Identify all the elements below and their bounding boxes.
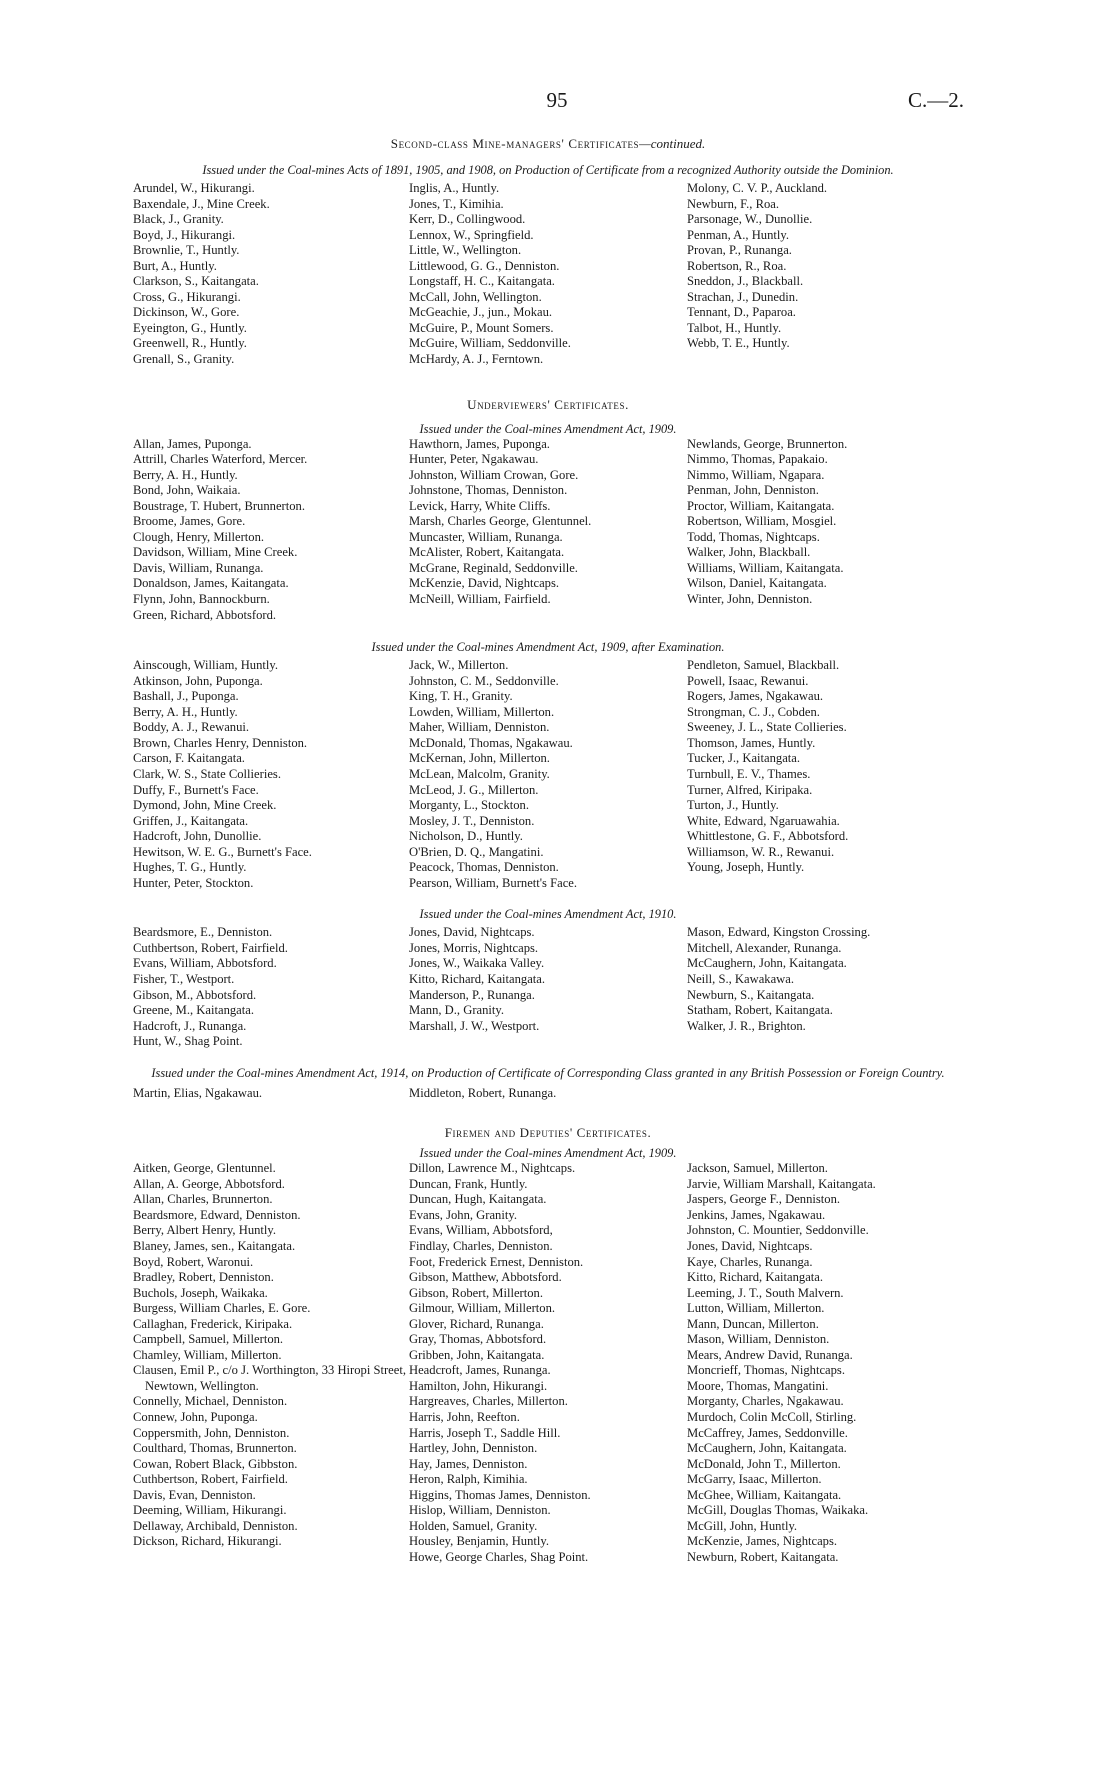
- section-heading: Firemen and Deputies' Certificates.: [444, 1125, 652, 1141]
- list-item: Boddy, A. J., Rewanui.: [133, 720, 250, 735]
- list-item: Flynn, John, Bannockburn.: [133, 592, 270, 607]
- list-item: McAlister, Robert, Kaitangata.: [409, 545, 565, 560]
- list-item: Broome, James, Gore.: [133, 514, 246, 529]
- list-item: Grenall, S., Granity.: [133, 352, 235, 367]
- list-item: Tennant, D., Paparoa.: [687, 305, 796, 320]
- list-item: Heron, Ralph, Kimihia.: [409, 1472, 528, 1487]
- list-item: Molony, C. V. P., Auckland.: [687, 181, 828, 195]
- name-column: [687, 658, 963, 891]
- section-subheading: Issued under the Coal-mines Amendment Act, 1909.: [419, 1146, 677, 1161]
- list-item: Bashall, J., Puponga.: [133, 689, 239, 704]
- list-item: Inglis, A., Huntly.: [409, 181, 500, 195]
- section-heading: Underviewers' Certificates.: [467, 396, 629, 412]
- list-item: Jackson, Samuel, Millerton.: [687, 1161, 828, 1176]
- list-item: Eyeington, G., Huntly.: [133, 320, 247, 335]
- name-column: [409, 1086, 687, 1102]
- name-column: [133, 1086, 409, 1102]
- list-item: McNeill, William, Fairfield.: [409, 592, 551, 607]
- list-item: Greenwell, R., Huntly.: [133, 336, 247, 351]
- list-item: McGill, Douglas Thomas, Waikaka.: [687, 1503, 869, 1518]
- list-item: Jack, W., Millerton.: [409, 658, 509, 673]
- list-item: Robertson, R., Roa.: [687, 258, 787, 273]
- list-item: Statham, Robert, Kaitangata.: [687, 1003, 833, 1018]
- list-item: Morganty, L., Stockton.: [409, 798, 529, 813]
- list-item: Williamson, W. R., Rewanui.: [687, 844, 835, 859]
- list-item: Jones, W., Waikaka Valley.: [409, 956, 545, 971]
- name-column: [687, 1161, 963, 1565]
- list-item: Beardsmore, E., Denniston.: [133, 925, 273, 940]
- list-item: McCaughern, John, Kaitangata.: [687, 956, 847, 971]
- list-item: Nimmo, William, Ngapara.: [687, 467, 825, 482]
- list-item: Whittlestone, G. F., Abbotsford.: [687, 829, 849, 844]
- list-item: Peacock, Thomas, Denniston.: [409, 860, 559, 875]
- list-item: Boyd, Robert, Waronui.: [133, 1254, 254, 1269]
- list-item: Deeming, William, Hikurangi.: [133, 1503, 287, 1518]
- list-item: Sneddon, J., Blackball.: [687, 274, 804, 289]
- list-item: Beardsmore, Edward, Denniston.: [133, 1207, 301, 1222]
- list-item: Tucker, J., Kaitangata.: [687, 751, 801, 766]
- list-item: Powell, Isaac, Rewanui.: [687, 673, 809, 688]
- list-item: Berry, Albert Henry, Huntly.: [133, 1223, 277, 1238]
- list-item: Cuthbertson, Robert, Fairfield.: [133, 940, 288, 955]
- list-item: Thomson, James, Huntly.: [687, 735, 816, 750]
- list-item: Pendleton, Samuel, Blackball.: [687, 658, 840, 673]
- list-item: Clark, W. S., State Collieries.: [133, 766, 281, 781]
- list-item: Harris, Joseph T., Saddle Hill.: [409, 1425, 561, 1440]
- section-heading: Second-class Mine-managers' Certificates—continued.: [390, 136, 706, 151]
- name-column: [409, 1161, 687, 1565]
- list-item: Mason, William, Denniston.: [687, 1332, 830, 1347]
- list-item: Aitken, George, Glentunnel.: [133, 1161, 276, 1176]
- list-item: Atkinson, John, Puponga.: [133, 673, 263, 688]
- name-column: [687, 181, 963, 368]
- list-item: Sweeney, J. L., State Collieries.: [687, 720, 847, 735]
- list-item: Dellaway, Archibald, Denniston.: [133, 1518, 298, 1533]
- list-item: Strongman, C. J., Cobden.: [687, 704, 820, 719]
- list-item: Cross, G., Hikurangi.: [133, 289, 241, 304]
- list-item: Mann, Duncan, Millerton.: [687, 1316, 819, 1331]
- list-item: Turner, Alfred, Kiripaka.: [687, 782, 813, 797]
- list-item: Housley, Benjamin, Huntly.: [409, 1534, 550, 1549]
- list-item: Johnstone, Thomas, Denniston.: [409, 483, 568, 498]
- list-item: Jarvie, William Marshall, Kaitangata.: [687, 1176, 876, 1191]
- section-subheading: Issued under the Coal-mines Amendment Act, 1914, on Production of Certificate of Corresponding Class granted in any British Possession or Foreign Country.: [151, 1065, 945, 1080]
- name-columns: [133, 1086, 963, 1102]
- list-item: Muncaster, William, Runanga.: [409, 529, 563, 544]
- name-column: [687, 1086, 963, 1102]
- list-item: Hawthorn, James, Puponga.: [409, 436, 550, 451]
- name-column: [133, 658, 409, 891]
- list-item: Allan, James, Puponga.: [133, 436, 252, 451]
- name-column: [687, 437, 963, 624]
- list-item: Hadcroft, J., Runanga.: [133, 1018, 247, 1033]
- list-item: Johnston, C. Mountier, Seddonville.: [687, 1223, 869, 1238]
- name-column: [687, 925, 963, 1049]
- list-item: Turton, J., Huntly.: [687, 798, 779, 813]
- list-item: Hunter, Peter, Stockton.: [133, 875, 254, 890]
- list-item: Green, Richard, Abbotsford.: [133, 607, 277, 622]
- list-item: Chamley, William, Millerton.: [133, 1347, 282, 1362]
- list-item: Kaye, Charles, Runanga.: [687, 1254, 813, 1269]
- page-number: 95: [546, 88, 568, 112]
- list-item: Dillon, Lawrence M., Nightcaps.: [409, 1161, 576, 1176]
- list-item: Hadcroft, John, Dunollie.: [133, 829, 262, 844]
- list-item: Bradley, Robert, Denniston.: [133, 1270, 274, 1285]
- list-item: Attrill, Charles Waterford, Mercer.: [133, 452, 308, 467]
- list-item: McLean, Malcolm, Granity.: [409, 766, 550, 781]
- list-item: Newburn, S., Kaitangata.: [687, 987, 815, 1002]
- list-item: Baxendale, J., Mine Creek.: [133, 196, 270, 211]
- list-item: Higgins, Thomas James, Denniston.: [409, 1487, 591, 1502]
- list-item: Mosley, J. T., Denniston.: [409, 813, 535, 828]
- list-item: Jaspers, George F., Denniston.: [687, 1192, 841, 1207]
- list-item: Headcroft, James, Runanga.: [409, 1363, 551, 1378]
- name-column: [409, 437, 687, 624]
- list-item: Lowden, William, Millerton.: [409, 704, 555, 719]
- list-item: Buchols, Joseph, Waikaka.: [133, 1285, 268, 1300]
- list-item: McGeachie, J., jun., Mokau.: [409, 305, 553, 320]
- list-item: McHardy, A. J., Ferntown.: [409, 352, 544, 367]
- list-item: Walker, John, Blackball.: [687, 545, 811, 560]
- list-item: Penman, A., Huntly.: [687, 227, 790, 242]
- section-underviewers-1910: [133, 907, 963, 1049]
- list-item: Foot, Frederick Ernest, Denniston.: [409, 1254, 584, 1269]
- list-item: Findlay, Charles, Denniston.: [409, 1238, 553, 1253]
- list-item: Moore, Thomas, Mangatini.: [687, 1378, 829, 1393]
- list-item: Newburn, F., Roa.: [687, 196, 780, 211]
- list-item: Williams, William, Kaitangata.: [687, 560, 844, 575]
- list-item: Mann, D., Granity.: [409, 1003, 505, 1018]
- list-item: McGuire, William, Seddonville.: [409, 336, 571, 351]
- list-item: Manderson, P., Runanga.: [409, 987, 535, 1002]
- name-columns: [133, 1161, 963, 1565]
- list-item: Gibson, Matthew, Abbotsford.: [409, 1270, 562, 1285]
- list-item: Moncrieff, Thomas, Nightcaps.: [687, 1363, 845, 1378]
- list-item: Gilmour, William, Millerton.: [409, 1301, 556, 1316]
- section-underviewers-examination: [133, 640, 963, 891]
- name-columns: [133, 437, 963, 624]
- list-item: Marsh, Charles George, Glentunnel.: [409, 514, 592, 529]
- list-item: Gibson, M., Abbotsford.: [133, 987, 257, 1002]
- list-item: Dymond, John, Mine Creek.: [133, 798, 277, 813]
- list-item: Connelly, Michael, Denniston.: [133, 1394, 288, 1409]
- list-item: Allan, Charles, Brunnerton.: [133, 1192, 273, 1207]
- list-item: Maher, William, Denniston.: [409, 720, 550, 735]
- list-item: Boustrage, T. Hubert, Brunnerton.: [133, 498, 305, 513]
- list-item: Hay, James, Denniston.: [409, 1456, 528, 1471]
- list-item: Coppersmith, John, Denniston.: [133, 1425, 290, 1440]
- list-item: Coulthard, Thomas, Brunnerton.: [133, 1441, 297, 1456]
- section-firemen-deputies: [133, 1125, 963, 1565]
- list-item: Connew, John, Puponga.: [133, 1410, 258, 1424]
- list-item: Mears, Andrew David, Runanga.: [687, 1347, 853, 1362]
- list-item: Duffy, F., Burnett's Face.: [133, 782, 259, 797]
- list-item: McLeod, J. G., Millerton.: [409, 782, 539, 797]
- list-item: Nicholson, D., Huntly.: [409, 829, 523, 844]
- list-item: Proctor, William, Kaitangata.: [687, 498, 835, 513]
- list-item: Littlewood, G. G., Denniston.: [409, 258, 560, 273]
- list-item: Levick, Harry, White Cliffs.: [409, 498, 551, 513]
- list-item: Evans, William, Abbotsford.: [133, 956, 277, 971]
- name-columns: [133, 925, 963, 1049]
- name-column: [133, 925, 409, 1049]
- continued-note: —continued.: [639, 136, 706, 151]
- list-item: Longstaff, H. C., Kaitangata.: [409, 274, 555, 289]
- list-item: Davis, Evan, Denniston.: [133, 1487, 256, 1502]
- list-item: Winter, John, Denniston.: [687, 592, 813, 607]
- list-item: Callaghan, Frederick, Kiripaka.: [133, 1316, 293, 1331]
- list-item: Newlands, George, Brunnerton.: [687, 436, 848, 451]
- list-item: King, T. H., Granity.: [409, 689, 513, 704]
- list-item: Strachan, J., Dunedin.: [687, 289, 799, 304]
- list-item: Boyd, J., Hikurangi.: [133, 227, 236, 242]
- list-item: McCaughern, John, Kaitangata.: [687, 1441, 847, 1456]
- list-item: Evans, John, Granity.: [409, 1207, 517, 1222]
- list-item: Jones, David, Nightcaps.: [687, 1238, 813, 1253]
- list-item: Walker, J. R., Brighton.: [687, 1018, 806, 1033]
- list-item: Ainscough, William, Huntly.: [133, 658, 279, 673]
- list-item: Allan, A. George, Abbotsford.: [133, 1176, 285, 1191]
- list-item: Young, Joseph, Huntly.: [687, 860, 805, 875]
- list-item: Nimmo, Thomas, Papakaio.: [687, 452, 828, 467]
- list-item: Hunt, W., Shag Point.: [133, 1034, 243, 1049]
- list-item: McKernan, John, Millerton.: [409, 751, 550, 766]
- list-item: Middleton, Robert, Runanga.: [409, 1085, 557, 1100]
- list-item: McGrane, Reginald, Seddonville.: [409, 560, 578, 575]
- list-item: Kerr, D., Collingwood.: [409, 212, 526, 227]
- section-second-class-mine-managers: [133, 136, 963, 368]
- list-item: Black, J., Granity.: [133, 212, 224, 227]
- list-item: Hargreaves, Charles, Millerton.: [409, 1394, 568, 1409]
- list-item: Davis, William, Runanga.: [133, 560, 264, 575]
- list-item: Dickson, Richard, Hikurangi.: [133, 1534, 282, 1549]
- list-item: Newburn, Robert, Kaitangata.: [687, 1549, 839, 1564]
- page-content: [133, 136, 963, 1565]
- list-item: Clausen, Emil P., c/o J. Worthington, 33 Hiropi Street, Newtown, Wellington.: [133, 1363, 407, 1393]
- list-item: Duncan, Hugh, Kaitangata.: [409, 1192, 547, 1207]
- list-item: McGuire, P., Mount Somers.: [409, 320, 554, 335]
- list-item: Provan, P., Runanga.: [687, 243, 792, 258]
- list-item: McDonald, Thomas, Ngakawau.: [409, 735, 573, 750]
- list-item: Duncan, Frank, Huntly.: [409, 1176, 528, 1191]
- list-item: Davidson, William, Mine Creek.: [133, 545, 298, 560]
- list-item: Bond, John, Waikaia.: [133, 483, 241, 498]
- list-item: McCaffrey, James, Seddonville.: [687, 1425, 848, 1440]
- list-item: Talbot, H., Huntly.: [687, 320, 782, 335]
- section-subheading: Issued under the Coal-mines Amendment Act, 1910.: [419, 907, 677, 922]
- list-item: Hughes, T. G., Huntly.: [133, 860, 247, 875]
- section-subheading: Issued under the Coal-mines Acts of 1891, 1905, and 1908, on Production of Certificate from a recognized Authority outside the Dominion.: [202, 163, 894, 177]
- list-item: Mitchell, Alexander, Runanga.: [687, 940, 842, 955]
- list-item: Parsonage, W., Dunollie.: [687, 212, 813, 227]
- list-item: Brownlie, T., Huntly.: [133, 243, 240, 258]
- list-item: Pearson, William, Burnett's Face.: [409, 875, 578, 890]
- section-subheading: Issued under the Coal-mines Amendment Act, 1909.: [419, 421, 677, 436]
- name-column: [133, 1161, 409, 1565]
- list-item: Penman, John, Denniston.: [687, 483, 819, 498]
- list-item: Martin, Elias, Ngakawau.: [133, 1085, 263, 1100]
- list-item: Mason, Edward, Kingston Crossing.: [687, 925, 871, 940]
- list-item: Neill, S., Kawakawa.: [687, 971, 795, 986]
- list-item: O'Brien, D. Q., Mangatini.: [409, 844, 544, 859]
- list-item: Cowan, Robert Black, Gibbston.: [133, 1456, 298, 1471]
- list-item: Little, W., Wellington.: [409, 243, 522, 258]
- section-underviewers-1914: [133, 1066, 963, 1102]
- list-item: Griffen, J., Kaitangata.: [133, 813, 249, 828]
- list-item: Clough, Henry, Millerton.: [133, 529, 265, 544]
- list-item: McGhee, William, Kaitangata.: [687, 1487, 842, 1502]
- list-item: Gribben, John, Kaitangata.: [409, 1347, 545, 1362]
- list-item: Arundel, W., Hikurangi.: [133, 181, 255, 195]
- list-item: Robertson, William, Mosgiel.: [687, 514, 837, 529]
- list-item: Lennox, W., Springfield.: [409, 227, 534, 242]
- list-item: Gray, Thomas, Abbotsford.: [409, 1332, 547, 1347]
- list-item: Howe, George Charles, Shag Point.: [409, 1549, 589, 1564]
- list-item: Jones, T., Kimihia.: [409, 196, 504, 211]
- list-item: Hunter, Peter, Ngakawau.: [409, 452, 539, 467]
- list-item: McGarry, Isaac, Millerton.: [687, 1472, 822, 1487]
- list-item: Gibson, Robert, Millerton.: [409, 1285, 543, 1300]
- list-item: Marshall, J. W., Westport.: [409, 1018, 540, 1033]
- list-item: Jones, David, Nightcaps.: [409, 925, 535, 940]
- section-underviewers: [133, 397, 963, 624]
- list-item: Murdoch, Colin McColl, Stirling.: [687, 1410, 857, 1424]
- section-subheading: Issued under the Coal-mines Amendment Act, 1909, after Examination.: [371, 640, 725, 655]
- list-item: Johnston, William Crowan, Gore.: [409, 467, 579, 482]
- list-item: Lutton, William, Millerton.: [687, 1301, 825, 1316]
- list-item: Leeming, J. T., South Malvern.: [687, 1285, 844, 1300]
- list-item: Hislop, William, Denniston.: [409, 1503, 551, 1518]
- list-item: Hartley, John, Denniston.: [409, 1441, 538, 1456]
- list-item: Todd, Thomas, Nightcaps.: [687, 529, 820, 544]
- list-item: Clarkson, S., Kaitangata.: [133, 274, 259, 289]
- list-item: Berry, A. H., Huntly.: [133, 467, 238, 482]
- list-item: Glover, Richard, Runanga.: [409, 1316, 544, 1331]
- list-item: Greene, M., Kaitangata.: [133, 1003, 254, 1018]
- name-columns: [133, 181, 963, 368]
- list-item: Jenkins, James, Ngakawau.: [687, 1207, 826, 1222]
- list-item: Harris, John, Reefton.: [409, 1410, 520, 1424]
- list-item: Berry, A. H., Huntly.: [133, 704, 238, 719]
- list-item: Turnbull, E. V., Thames.: [687, 766, 811, 781]
- list-item: Burgess, William Charles, E. Gore.: [133, 1301, 311, 1316]
- list-item: Hamilton, John, Hikurangi.: [409, 1378, 548, 1393]
- list-item: Donaldson, James, Kaitangata.: [133, 576, 289, 591]
- list-item: Johnston, C. M., Seddonville.: [409, 673, 559, 688]
- list-item: Morganty, Charles, Ngakawau.: [687, 1394, 844, 1409]
- list-item: McGill, John, Huntly.: [687, 1518, 798, 1533]
- list-item: Holden, Samuel, Granity.: [409, 1518, 538, 1533]
- list-item: Webb, T. E., Huntly.: [687, 336, 790, 351]
- name-column: [409, 658, 687, 891]
- name-column: [409, 181, 687, 368]
- list-item: Kitto, Richard, Kaitangata.: [409, 971, 546, 986]
- list-item: McKenzie, David, Nightcaps.: [409, 576, 560, 591]
- name-column: [409, 925, 687, 1049]
- list-item: Hewitson, W. E. G., Burnett's Face.: [133, 844, 312, 859]
- list-item: Cuthbertson, Robert, Fairfield.: [133, 1472, 288, 1487]
- list-item: Brown, Charles Henry, Denniston.: [133, 735, 308, 750]
- list-item: Kitto, Richard, Kaitangata.: [687, 1270, 824, 1285]
- list-item: McKenzie, James, Nightcaps.: [687, 1534, 838, 1549]
- name-column: [133, 181, 409, 368]
- list-item: Wilson, Daniel, Kaitangata.: [687, 576, 827, 591]
- list-item: Carson, F. Kaitangata.: [133, 751, 245, 766]
- list-item: McCall, John, Wellington.: [409, 289, 542, 304]
- list-item: Rogers, James, Ngakawau.: [687, 689, 824, 704]
- list-item: Evans, William, Abbotsford,: [409, 1223, 553, 1238]
- list-item: Burt, A., Huntly.: [133, 258, 217, 273]
- list-item: Campbell, Samuel, Millerton.: [133, 1332, 284, 1347]
- list-item: Fisher, T., Westport.: [133, 971, 235, 986]
- list-item: McDonald, John T., Millerton.: [687, 1456, 841, 1471]
- name-columns: [133, 658, 963, 891]
- name-column: [133, 437, 409, 624]
- list-item: Jones, Morris, Nightcaps.: [409, 940, 539, 955]
- list-item: Dickinson, W., Gore.: [133, 305, 240, 320]
- list-item: Blaney, James, sen., Kaitangata.: [133, 1238, 296, 1253]
- list-item: White, Edward, Ngaruawahia.: [687, 813, 840, 828]
- document-reference: C.—2.: [907, 88, 964, 112]
